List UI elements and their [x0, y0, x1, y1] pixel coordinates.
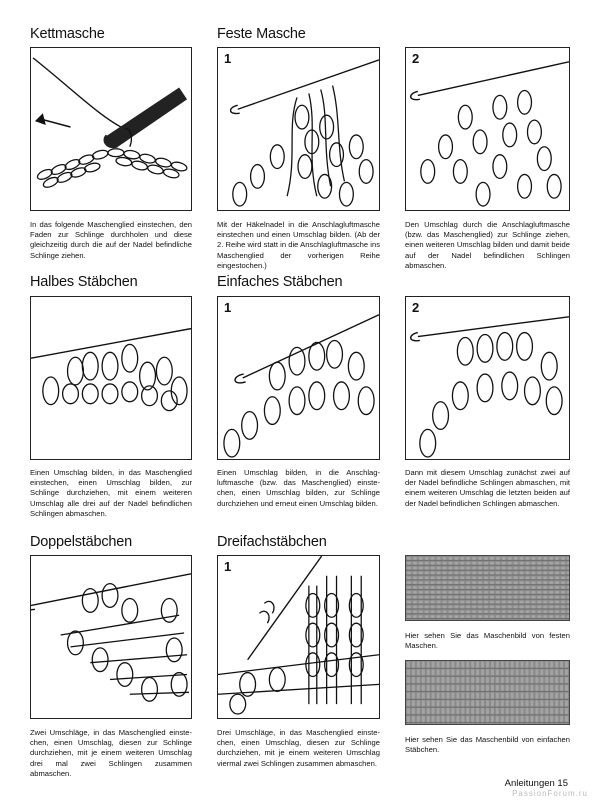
illustration-feste-masche-2 — [405, 47, 570, 211]
crochet-stitch-drawing — [31, 297, 191, 459]
section-title-dreifachstaebchen: Dreifachstäbchen — [217, 534, 327, 550]
watermark: PassionForum.ru — [512, 789, 588, 798]
crochet-stitch-drawing — [218, 556, 379, 718]
caption-einfaches-staebchen-2: Dann mit diesem Umschlag zunächst zwei auf der Nadel befindliche Schlingen abmaschen, mit einem weiteren Umschlag die letzten beiden auf der Nadel befindlichen Schlingen abmaschen. — [405, 468, 570, 508]
caption-halbes-staebchen: Einen Umschlag bilden, in das Maschenglied einstechen, einen Umschlag bilden, zur Schlinge durchziehen, mit einem weiteren Umschlag alle drei auf der Nadel befindlichen Schlingen abmaschen. — [30, 468, 192, 518]
step-number: 2 — [412, 300, 420, 315]
caption-doppelstaebchen: Zwei Umschläge, in das Maschenglied einste-chen, einen Umschlag, diesen zur Schlinge durchziehen, mit je einem weiteren Umschlag drei mal zwei Schlingen zusammen abmaschen. — [30, 728, 192, 778]
illustration-einfaches-staebchen-2 — [405, 296, 570, 460]
caption-swatch-einfache-staebchen: Hier sehen Sie das Maschenbild von einfachen Stäbchen. — [405, 735, 570, 755]
caption-swatch-feste-maschen: Hier sehen Sie das Maschenbild von festen Maschen. — [405, 631, 570, 651]
step-number: 1 — [224, 300, 232, 315]
knit-texture — [406, 556, 569, 620]
crochet-stitch-drawing — [406, 48, 569, 210]
crochet-stitch-drawing — [218, 48, 379, 210]
caption-dreifachstaebchen-1: Drei Umschläge, in das Maschenglied einste-chen, einen Umschlag, diesen zur Schlinge durchziehen, mit je einem weiteren Umschlag viermal zwei Schlingen zusammen abmaschen. — [217, 728, 380, 768]
caption-kettmasche: In das folgende Maschenglied einstechen, den Faden zur Schlinge durchholen und diese gleichzeitig durch die auf der Nadel befindliche Schlinge ziehen. — [30, 220, 192, 260]
step-number: 2 — [412, 51, 420, 66]
illustration-halbes-staebchen — [30, 296, 192, 460]
illustration-einfaches-staebchen-1 — [217, 296, 380, 460]
step-number: 1 — [224, 559, 232, 574]
caption-einfaches-staebchen-1: Einen Umschlag bilden, in die Anschlag-luftmasche (bzw. das Maschenglied) einste-chen, einen Umschlag bilden, zur Schlinge durchziehen und erneut einen Umschlag bilden. — [217, 468, 380, 508]
illustration-doppelstaebchen — [30, 555, 192, 719]
knit-texture — [406, 661, 569, 724]
illustration-feste-masche-1 — [217, 47, 380, 211]
section-title-einfaches-staebchen: Einfaches Stäbchen — [217, 274, 343, 290]
section-title-halbes-staebchen: Halbes Stäbchen — [30, 274, 138, 290]
section-title-kettmasche: Kettmasche — [30, 26, 105, 42]
swatch-feste-maschen — [405, 555, 570, 621]
step-number: 1 — [224, 51, 232, 66]
swatch-einfache-staebchen — [405, 660, 570, 725]
crochet-stitch-drawing — [31, 556, 191, 718]
crochet-stitch-drawing — [406, 297, 569, 459]
illustration-kettmasche — [30, 47, 192, 211]
illustration-dreifachstaebchen-1 — [217, 555, 380, 719]
caption-feste-masche-2: Den Umschlag durch die Anschlagluftmasche (bzw. das Maschenglied) zur Schlinge ziehen, einen weiteren Umschlag bilden und damit beide auf der Nadel befindlichen Schlingen abmaschen. — [405, 220, 570, 270]
crochet-hook-chain-drawing — [31, 48, 191, 210]
page-footer: Anleitungen 15 — [504, 778, 568, 789]
caption-feste-masche-1: Mit der Häkelnadel in die Anschlagluftmasche einstechen und einen Umschlag bilden. (Ab der 2. Reihe wird statt in die Anschlagluftmasche ins Maschenglied der vorherigen Reihe eingestochen.) — [217, 220, 380, 270]
section-title-doppelstaebchen: Doppelstäbchen — [30, 534, 132, 550]
section-title-feste-masche: Feste Masche — [217, 26, 306, 42]
crochet-stitch-drawing — [218, 297, 379, 459]
